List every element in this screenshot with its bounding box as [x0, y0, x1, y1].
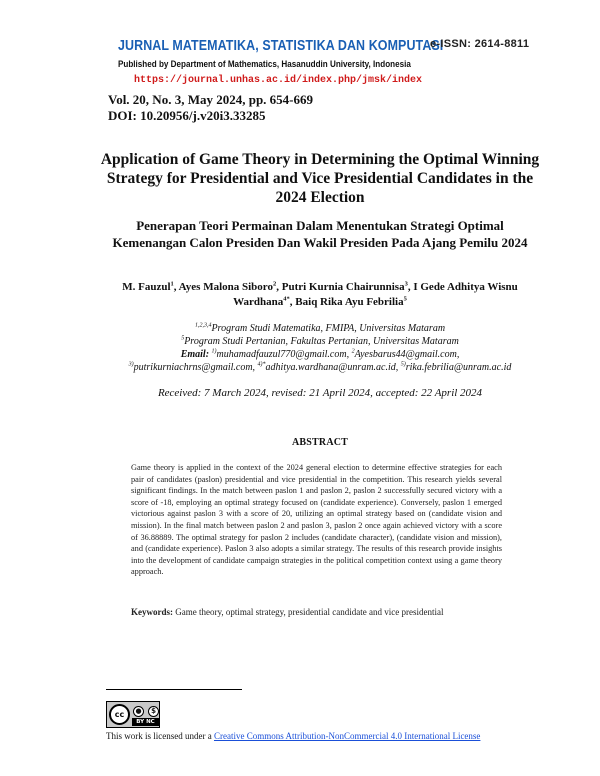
article-subtitle: Penerapan Teori Permainan Dalam Menentukan Strategi Optimal Kemenangan Calon Presiden Dan Wakil Presiden Pada Ajang Pemilu 2024 — [112, 218, 528, 250]
cc-by-label: BY — [136, 719, 145, 725]
email-mark: 3) — [128, 361, 134, 368]
cc-terms — [132, 718, 159, 726]
keywords-text: Game theory, optimal strategy, presidential candidate and vice presidential — [175, 607, 444, 617]
cc-nc-label: NC — [146, 719, 155, 725]
person-icon: ● — [133, 706, 144, 717]
email-label: Email: — [180, 349, 210, 360]
author-mark: 5 — [403, 295, 407, 303]
affiliation-text: Program Studi Matematika, FMIPA, Universitas Mataram — [211, 323, 446, 334]
email-line: Email: $^{1)}$muhamadfauzul770@gmail.com, $^2$Ayesbarus44@gmail.com, — [180, 348, 460, 360]
email-address[interactable]: Ayesbarus44@gmail.com — [354, 349, 457, 360]
email-address[interactable]: muhamadfauzul770@gmail.com — [216, 349, 347, 360]
affiliation-text: Program Studi Pertanian, Fakultas Pertanian, Universitas Mataram — [184, 336, 459, 347]
email-mark: 1) — [211, 348, 217, 355]
article-title: Application of Game Theory in Determining the Optimal Winning Strategy for Presidential and Vice Presidential Candidates in the 2024 Election — [100, 151, 540, 206]
cc-attribution-icons — [133, 705, 159, 717]
author-name: M. Fauzul — [122, 281, 171, 293]
author-name: Putri Kurnia Chairunnisa — [281, 281, 405, 293]
publisher: Published by Department of Mathematics, Hasanuddin University, Indonesia — [118, 59, 411, 69]
email-mark: 5) — [400, 361, 406, 368]
email-line: $^{3)}$putrikurniachrns@gmail.com, $^{4)*}$adhitya.wardhana@unram.ac.id, $^{5)}$rika.febrilia@unram.ac.id — [128, 361, 512, 373]
volume-info: Vol. 20, No. 3, May 2024, pp. 654-669 — [108, 92, 314, 107]
affiliation-mark: 5 — [181, 335, 185, 342]
email-address[interactable]: adhitya.wardhana@unram.ac.id — [265, 362, 396, 373]
author-list: M. Fauzul$^1$, Ayes Malona Siboro$^2$, Putri Kurnia Chairunnisa$^3$, I Gede Adhitya Wisnu Wardhana$^{4*}$, Baiq Rika Ayu Febrilia$^5$ — [122, 280, 518, 308]
email-mark: 4)* — [257, 361, 266, 368]
affiliation-mark: 1,2,3,4 — [194, 322, 212, 329]
author-mark: 3 — [404, 280, 408, 288]
author-name: Ayes Malona Siboro — [178, 281, 273, 293]
author-name: I Gede Adhitya Wisnu Wardhana — [233, 281, 518, 308]
affiliation — [100, 335, 540, 348]
footnote-divider — [106, 689, 242, 690]
license-prefix: This work is licensed under a — [106, 731, 214, 741]
abstract-body: Game theory is applied in the context of the 2024 general election to determine effective strategies for each pair of candidates (paslon) presidential and vice presidential in the competition. This research yields several significant findings. In the match between paslon 1 and paslon 2, paslon 2 successfully secured victory with a score of -18, employing an optimal strategy focused on (candidate experience). Conversely, paslon 1 emerged victorious against paslon 3 with a score of 20, utilizing an optimal strategy based on (candidate vision and mission). In the final match between paslon 2 and paslon 3, paslon 2 once again achieved victory with a score of 36.88889. The optimal strategy for paslon 2 includes (candidate character), (candidate vision and mission), and (candidate experience). Paslon 3 also adopts a similar strategy. The results of this research provide insights into the development of candidate campaign strategies in the political competition context using a game theory approach. — [131, 463, 502, 577]
email-address[interactable]: putrikurniachrns@gmail.com — [133, 362, 253, 373]
email-address[interactable]: rika.febrilia@unram.ac.id — [405, 362, 512, 373]
abstract-heading: ABSTRACT — [291, 437, 349, 448]
issn: e-ISSN: 2614-8811 — [430, 38, 530, 50]
affiliation — [100, 322, 540, 335]
keywords-label: Keywords: — [131, 607, 173, 617]
doi: DOI: 10.20956/j.v20i3.33285 — [108, 108, 266, 123]
email-mark: 2 — [351, 348, 355, 355]
author-mark: 4* — [283, 295, 290, 303]
journal-title: JURNAL MATEMATIKA, STATISTIKA DAN KOMPUTASI — [118, 38, 444, 54]
no-dollar-icon: $ — [148, 706, 159, 717]
cc-license-icon[interactable] — [106, 701, 160, 728]
keywords — [131, 606, 502, 618]
license-statement — [106, 731, 480, 741]
author-name: Baiq Rika Ayu Febrilia — [295, 296, 404, 308]
author-mark: 1 — [170, 280, 174, 288]
cc-logo-icon: cc — [109, 704, 130, 725]
author-mark: 2 — [272, 280, 277, 288]
article-dates: Received: 7 March 2024, revised: 21 April 2024, accepted: 22 April 2024 — [157, 387, 483, 399]
journal-url[interactable]: https://journal.unhas.ac.id/index.php/jmsk/index — [134, 75, 423, 86]
license-link[interactable]: Creative Commons Attribution-NonCommercial 4.0 International License — [213, 731, 481, 741]
